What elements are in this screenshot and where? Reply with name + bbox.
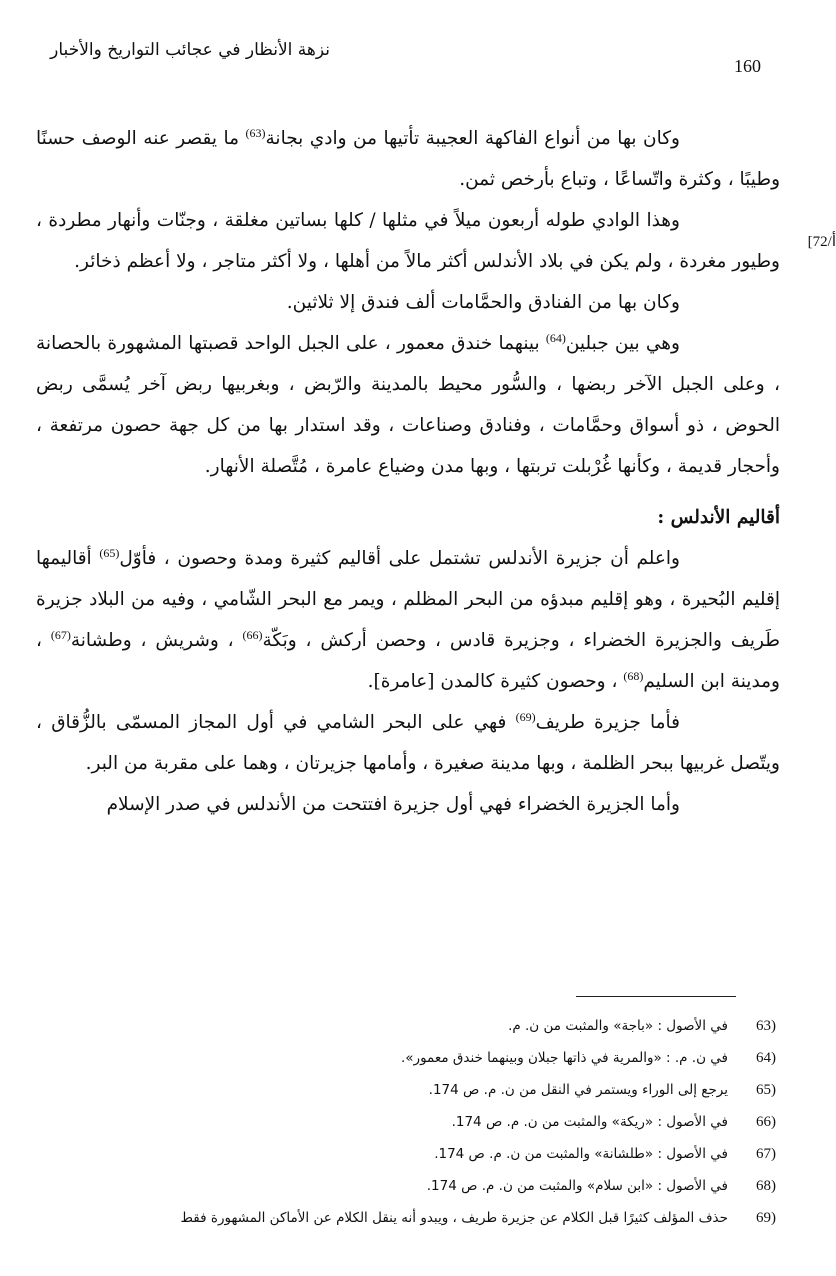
footnote-number: 65) bbox=[756, 1082, 776, 1098]
footnote-number: 63) bbox=[756, 1018, 776, 1034]
paragraph-text: فهي على البحر الشامي في أول المجاز المسمّى بالزُّقاق ، ويتّصل غربيها ببحر الظلمة ، وبها مدينة صغيرة ، وأمامها جزيرتان ، وهما على مقربة من البر. bbox=[36, 712, 780, 774]
paragraph-tarifa bbox=[36, 702, 780, 784]
paragraph-inns: وكان بها من الفنادق والحمَّامات ألف فندق إلا ثلاثين. bbox=[286, 292, 680, 313]
running-header-title: نزهة الأنظار في عجائب التواريخ والأخبار bbox=[50, 40, 330, 60]
footnote-item bbox=[42, 1138, 776, 1170]
paragraph-text: فأما جزيرة طريف bbox=[535, 712, 680, 733]
footnote-divider bbox=[576, 996, 736, 997]
footnotes bbox=[42, 1010, 776, 1234]
paragraph-text: ، ومدينة ابن السليم bbox=[36, 630, 780, 692]
footnote-item bbox=[42, 1202, 776, 1234]
footnote-item bbox=[42, 1106, 776, 1138]
main-text bbox=[36, 118, 780, 825]
footnote-ref-66[interactable]: (66) bbox=[242, 628, 263, 642]
footnote-ref-63[interactable]: (63) bbox=[245, 126, 266, 140]
footnote-ref-64[interactable]: (64) bbox=[545, 331, 566, 345]
section-heading: أقاليم الأندلس : bbox=[657, 507, 780, 528]
footnote-ref-69[interactable]: (69) bbox=[515, 710, 536, 724]
footnote-text: حذف المؤلف كثيرًا قبل الكلام عن جزيرة طريف ، ويبدو أنه ينقل الكلام عن الأماكن المشهورة فقط bbox=[180, 1210, 728, 1226]
footnote-item bbox=[42, 1074, 776, 1106]
footnote-number: 67) bbox=[756, 1146, 776, 1162]
paragraph-text: بينهما خندق معمور ، على الجبل الواحد قصبتها المشهورة بالحصانة ، وعلى الجبل الآخر ربضها ، والسُّور محيط بالمدينة والرّبض ، وبغربيها ربض آخر يُسمَّى ربض الحوض ، ذو أسواق وحمَّامات ، وفنادق وصناعات ، وقد استدار بها من كل جهة حصون مرتفعة ، وأحجار قديمة ، وكأنها غُرْبلت تربتها ، وبها مدن وضياع عامرة ، مُتَّصلة الأنهار. bbox=[36, 333, 780, 477]
paragraph-text: وكان بها من أنواع الفاكهة العجيبة تأتيها من وادي بجانة bbox=[265, 128, 680, 149]
paragraph-text: ، وشريش ، وطشانة bbox=[70, 630, 243, 651]
paragraph-mountains bbox=[36, 323, 780, 487]
footnote-item bbox=[42, 1042, 776, 1074]
footnote-text: في الأصول : «ابن سلام» والمثبت من ن. م. ص 174. bbox=[426, 1178, 728, 1194]
paragraph-valley: وهذا الوادي طوله أربعون ميلاً في مثلها / كلها بساتين مغلقة ، وجنّات وأنهار مطردة ، وطيور مغردة ، ولم يكن في بلاد الأندلس أكثر مالاً من أهلها ، ولا أكثر متاجر ، ولا أعظم ذخائر. bbox=[36, 210, 780, 272]
footnote-text: في الأصول : «ريكة» والمثبت من ن. م. ص 174. bbox=[451, 1114, 728, 1130]
footnote-number: 68) bbox=[756, 1178, 776, 1194]
paragraph-fruits bbox=[36, 118, 780, 200]
paragraph-algeciras: وأما الجزيرة الخضراء فهي أول جزيرة افتتحت من الأندلس في صدر الإسلام bbox=[106, 794, 680, 815]
paragraph-text: ، وحصون كثيرة كالمدن [عامرة]. bbox=[367, 671, 624, 692]
paragraph-regions bbox=[36, 538, 780, 702]
footnote-number: 69) bbox=[756, 1210, 776, 1226]
paragraph-text: وهي بين جبلين bbox=[565, 333, 680, 354]
paragraph-text: أقاليمها إقليم البُحيرة ، وهو إقليم مبدؤه من البحر المظلم ، ويمر مع البحر الشّامي ، وفيه من البلاد جزيرة طَريف والجزيرة الخضراء ، وجزيرة قادس ، وحصن أركش ، وبَكّة bbox=[36, 548, 780, 651]
footnote-text: في الأصول : «طلشانة» والمثبت من ن. م. ص 174. bbox=[434, 1146, 728, 1162]
footnote-number: 66) bbox=[756, 1114, 776, 1130]
paragraph-text: واعلم أن جزيرة الأندلس تشتمل على أقاليم كثيرة ومدة وحصون ، فأوّل bbox=[119, 548, 680, 569]
footnote-ref-68[interactable]: (68) bbox=[623, 669, 644, 683]
footnote-ref-65[interactable]: (65) bbox=[99, 546, 120, 560]
footnote-item bbox=[42, 1170, 776, 1202]
footnote-text: في الأصول : «باجة» والمثبت من ن. م. bbox=[508, 1018, 728, 1034]
manuscript-folio-marker: [72/أ bbox=[807, 234, 836, 250]
footnote-text: يرجع إلى الوراء ويستمر في النقل من ن. م. ص 174. bbox=[428, 1082, 728, 1098]
footnote-item bbox=[42, 1010, 776, 1042]
page-number: 160 bbox=[734, 56, 761, 76]
footnote-ref-67[interactable]: (67) bbox=[50, 628, 71, 642]
paragraph-text: ما يقصر عنه الوصف حسنًا وطيبًا ، وكثرة واتّساعًا ، وتباع بأرخص ثمن. bbox=[36, 128, 780, 190]
footnote-text: في ن. م. : «والمرية في ذاتها جبلان وبينهما خندق معمور». bbox=[401, 1050, 728, 1066]
footnote-number: 64) bbox=[756, 1050, 776, 1066]
